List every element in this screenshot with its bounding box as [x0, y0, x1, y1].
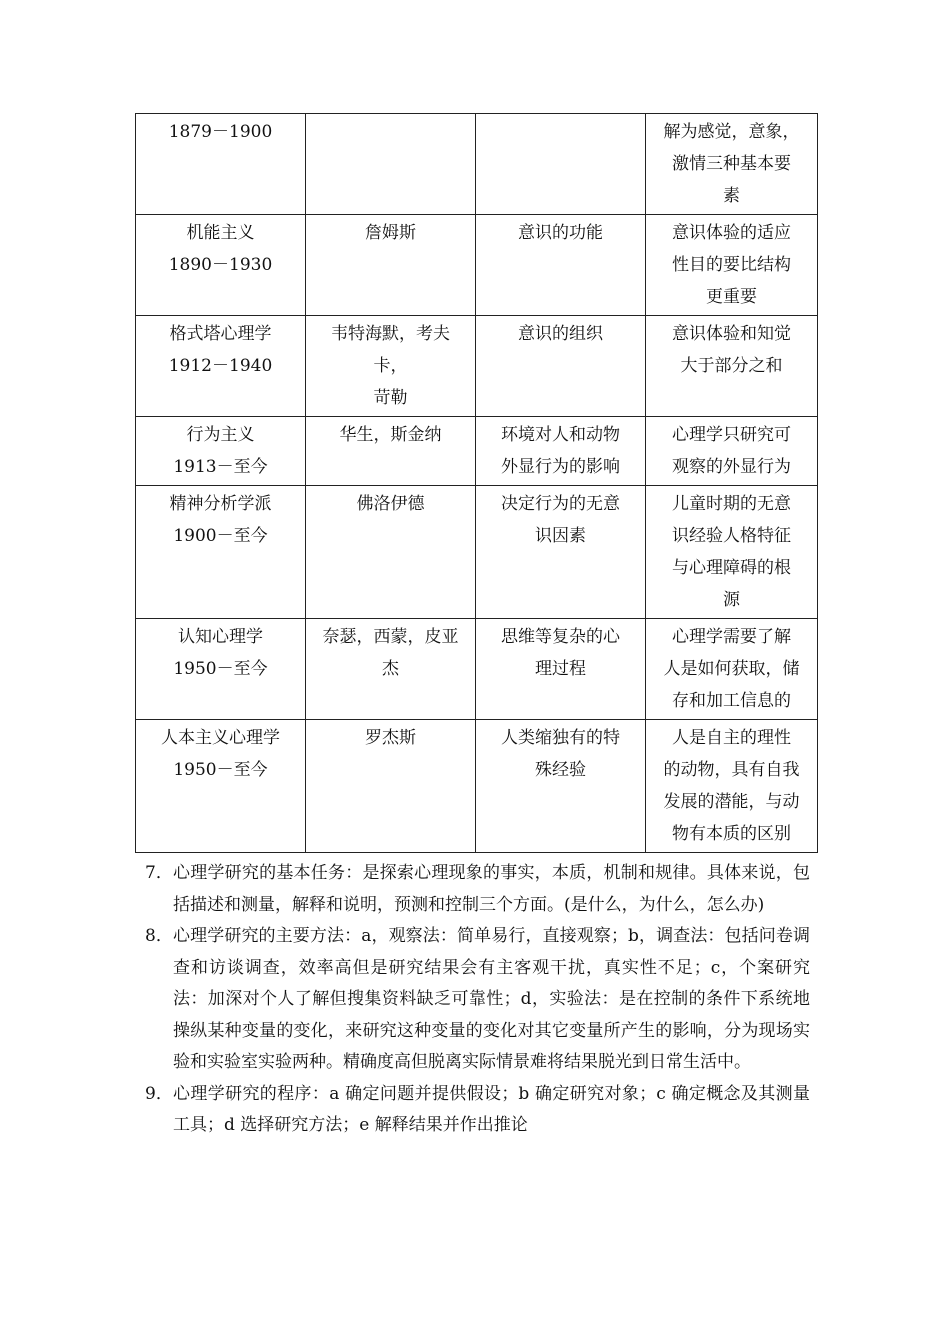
list-item: [145, 921, 810, 1079]
note-text: 心理学研究的基本任务：是探索心理现象的事实，本质，机制和规律。具体来说，包括描述和测量，解释和说明，预测和控制三个方面。(是什么，为什么，怎么办): [173, 863, 810, 915]
people-cell: [306, 215, 476, 316]
table-row: [136, 619, 818, 720]
focus-text: 意识的功能: [518, 223, 603, 243]
focus-cell: [476, 720, 646, 853]
school-text: 精神分析学派 1900－至今: [169, 494, 272, 546]
note-text: 心理学研究的主要方法：a，观察法：简单易行，直接观察；b，调查法：包括问卷调查和访谈调查，效率高但是研究结果会有主客观干扰，真实性不足；c，个案研究法：加深对个人了解但搜集资料缺乏可靠性；d，实验法：是在控制的条件下系统地操纵某种变量的变化，来研究这种变量的变化对其它变量所产生的影响，分为现场实验和实验室实验两种。精确度高但脱离实际情景难将结果脱光到日常生活中。: [173, 926, 810, 1072]
table-row: [136, 720, 818, 853]
focus-cell: [476, 619, 646, 720]
people-cell: [306, 486, 476, 619]
focus-text: 意识的组织: [518, 324, 603, 344]
table-row: [136, 417, 818, 486]
school-cell: [136, 619, 306, 720]
note-text: 心理学研究的程序：a 确定问题并提供假设；b 确定研究对象；c 确定概念及其测量工具；d 选择研究方法；e 解释结果并作出推论: [173, 1083, 810, 1135]
view-text: 意识体验的适应 性目的要比结构 更重要: [672, 223, 791, 307]
focus-text: 思维等复杂的心 理过程: [501, 627, 620, 679]
school-text: 人本主义心理学 1950－至今: [161, 728, 280, 780]
view-cell: [646, 316, 818, 417]
view-cell: [646, 215, 818, 316]
focus-cell: [476, 417, 646, 486]
focus-text: 环境对人和动物 外显行为的影响: [501, 425, 620, 477]
school-cell: [136, 417, 306, 486]
view-text: 解为感觉，意象， 激情三种基本要 素: [663, 122, 800, 206]
people-cell: [306, 720, 476, 853]
note-number: 9．: [145, 1083, 173, 1104]
people-text: 詹姆斯: [365, 223, 416, 243]
note-number: 8．: [145, 926, 173, 946]
focus-cell: [476, 486, 646, 619]
focus-cell: [476, 215, 646, 316]
school-cell: [136, 720, 306, 853]
table-row: [136, 215, 818, 316]
focus-text: 决定行为的无意 识因素: [501, 494, 620, 546]
schools-table-container: [135, 113, 817, 853]
view-text: 心理学只研究可 观察的外显行为: [672, 425, 791, 477]
school-cell: [136, 215, 306, 316]
view-text: 心理学需要了解 人是如何获取，储 存和加工信息的: [663, 627, 800, 711]
school-cell: [136, 316, 306, 417]
people-cell: [306, 417, 476, 486]
school-cell: [136, 486, 306, 619]
people-text: 韦特海默，考夫 卡， 苛勒: [331, 324, 450, 408]
view-text: 人是自主的理性 的动物，具有自我 发展的潜能，与动 物有本质的区别: [663, 728, 800, 844]
people-cell: [306, 114, 476, 215]
view-cell: [646, 619, 818, 720]
school-text: 1879－1900: [168, 122, 273, 142]
view-cell: [646, 417, 818, 486]
school-text: 行为主义 1913－至今: [173, 425, 268, 477]
people-text: 佛洛伊德: [356, 494, 425, 514]
people-text: 奈瑟，西蒙，皮亚 杰: [322, 627, 459, 679]
view-text: 儿童时期的无意 识经验人格特征 与心理障碍的根 源: [672, 494, 791, 610]
list-item: [145, 1079, 810, 1142]
school-text: 机能主义 1890－1930: [168, 223, 273, 275]
school-text: 认知心理学 1950－至今: [173, 627, 268, 679]
note-number: 7．: [145, 863, 173, 883]
people-cell: [306, 619, 476, 720]
people-text: 华生，斯金纳: [339, 425, 442, 445]
notes-list: [145, 858, 810, 1142]
view-cell: [646, 486, 818, 619]
focus-text: 人类缩独有的特 殊经验: [501, 728, 620, 780]
view-cell: [646, 720, 818, 853]
view-cell: [646, 114, 818, 215]
people-text: 罗杰斯: [365, 728, 416, 748]
table-row: [136, 114, 818, 215]
people-cell: [306, 316, 476, 417]
table-row: [136, 316, 818, 417]
focus-cell: [476, 316, 646, 417]
school-cell: [136, 114, 306, 215]
psychology-schools-table: [135, 113, 818, 853]
view-text: 意识体验和知觉 大于部分之和: [672, 324, 791, 376]
table-row: [136, 486, 818, 619]
school-text: 格式塔心理学 1912－1940: [168, 324, 273, 376]
focus-cell: [476, 114, 646, 215]
list-item: [145, 858, 810, 921]
